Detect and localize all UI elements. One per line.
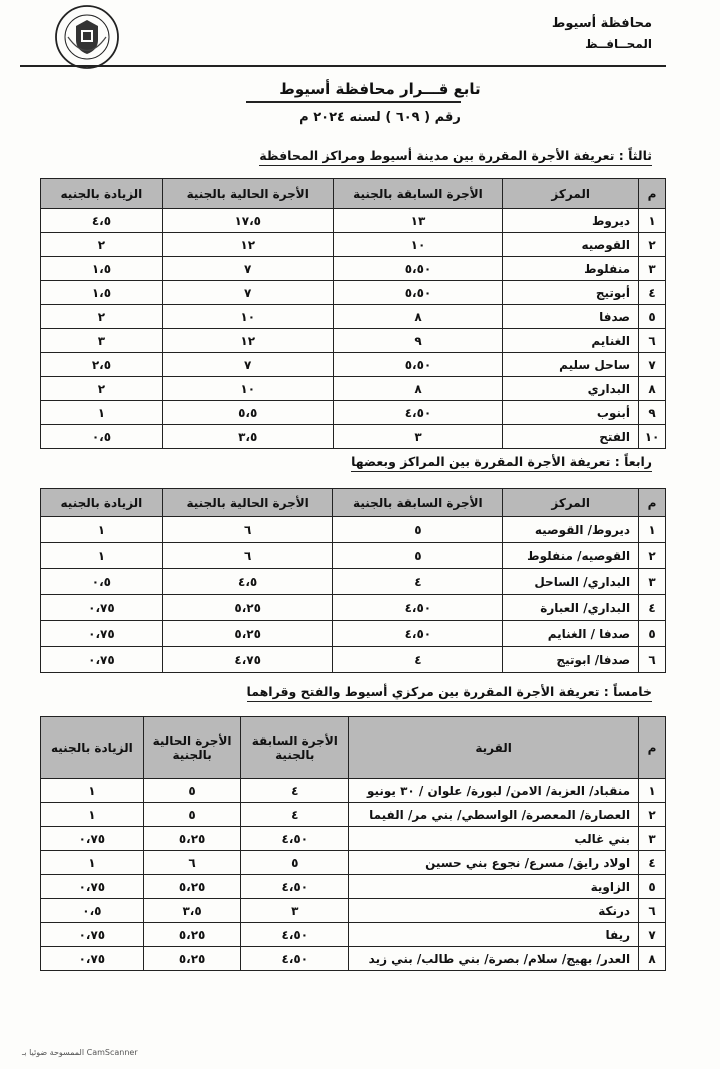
- column-header-row-number: م: [639, 489, 666, 517]
- cell-name: صدفا: [503, 305, 639, 329]
- column-header-current-fare: الأجرة الحالية بالجنية: [162, 489, 333, 517]
- cell-current-fare: ١٠: [162, 377, 333, 401]
- cell-current-fare: ٥،٢٥: [143, 875, 241, 899]
- cell-previous-fare: ٣: [333, 425, 503, 449]
- cell-row-number: ٦: [639, 899, 666, 923]
- cell-increase: ٠،٥: [41, 899, 144, 923]
- governorate-name: محافظة أسيوط: [551, 16, 652, 31]
- cell-previous-fare: ٥،٥٠: [333, 257, 503, 281]
- cell-increase: ٠،٥: [41, 425, 163, 449]
- fares-between-centers-table: [40, 488, 666, 673]
- table-row: [41, 305, 666, 329]
- cell-row-number: ٣: [639, 257, 666, 281]
- table-row: [41, 803, 666, 827]
- table-row: [41, 257, 666, 281]
- cell-name: ديروط/ القوصيه: [503, 517, 639, 543]
- title-underline: [246, 101, 461, 103]
- cell-increase: ٢: [41, 233, 163, 257]
- section-fourth-heading: رابعاً : تعريفة الأجرة المقررة بين المراكز وبعضها: [351, 454, 652, 472]
- office-name: المحــافــظ: [585, 37, 652, 51]
- cell-row-number: ٨: [639, 947, 666, 971]
- cell-name: الغنايم: [503, 329, 639, 353]
- table-row: [41, 209, 666, 233]
- table-row: [41, 595, 666, 621]
- cell-name: أبنوب: [503, 401, 639, 425]
- cell-increase: ٢،٥: [41, 353, 163, 377]
- table-row: [41, 827, 666, 851]
- column-header-row-number: م: [639, 717, 666, 779]
- cell-current-fare: ١٢: [162, 233, 333, 257]
- cell-current-fare: ٥،٢٥: [162, 595, 333, 621]
- cell-row-number: ١٠: [639, 425, 666, 449]
- cell-increase: ١: [41, 803, 144, 827]
- cell-row-number: ٢: [639, 543, 666, 569]
- cell-current-fare: ٤،٧٥: [162, 647, 333, 673]
- cell-previous-fare: ٤: [333, 647, 503, 673]
- cell-current-fare: ٥،٥: [162, 401, 333, 425]
- cell-current-fare: ٥،٢٥: [162, 621, 333, 647]
- cell-name: الفتح: [503, 425, 639, 449]
- cell-previous-fare: ٩: [333, 329, 503, 353]
- cell-previous-fare: ٤،٥٠: [241, 947, 349, 971]
- cell-current-fare: ١٠: [162, 305, 333, 329]
- cell-previous-fare: ٥،٥٠: [333, 353, 503, 377]
- cell-increase: ٠،٧٥: [41, 947, 144, 971]
- cell-increase: ٠،٥: [41, 569, 163, 595]
- table-row: [41, 647, 666, 673]
- table-row: [41, 947, 666, 971]
- cell-row-number: ٨: [639, 377, 666, 401]
- fares-villages-table: [40, 716, 666, 971]
- cell-name: منقباد/ العزبة/ الامن/ لبورة/ علوان / ٣٠ يونيو: [349, 779, 639, 803]
- cell-name: القوصيه: [503, 233, 639, 257]
- cell-row-number: ١: [639, 209, 666, 233]
- scanner-watermark: [22, 1048, 138, 1057]
- cell-increase: ١: [41, 779, 144, 803]
- cell-row-number: ٥: [639, 621, 666, 647]
- cell-current-fare: ٥،٢٥: [143, 827, 241, 851]
- cell-row-number: ٦: [639, 329, 666, 353]
- cell-increase: ١،٥: [41, 281, 163, 305]
- cell-increase: ٣: [41, 329, 163, 353]
- section-fifth-heading: خامساً : تعريفة الأجرة المقررة بين مركزي أسيوط والفتح وقراهما: [247, 684, 652, 702]
- fares-city-to-centers-table: [40, 178, 666, 449]
- cell-current-fare: ٦: [162, 517, 333, 543]
- cell-name: منفلوط: [503, 257, 639, 281]
- cell-name: البداري: [503, 377, 639, 401]
- cell-name: أبوتيج: [503, 281, 639, 305]
- column-header-increase: الزيادة بالجنيه: [41, 179, 163, 209]
- column-header-previous-fare: الأجرة السابقة بالجنية: [241, 717, 349, 779]
- cell-row-number: ١: [639, 517, 666, 543]
- cell-increase: ٠،٧٥: [41, 875, 144, 899]
- table-row: [41, 851, 666, 875]
- cell-row-number: ٤: [639, 851, 666, 875]
- column-header-current-fare: الأجرة الحالية بالجنية: [143, 717, 241, 779]
- cell-increase: ١: [41, 517, 163, 543]
- cell-previous-fare: ٤: [241, 803, 349, 827]
- cell-name: العدر/ بهيج/ سلام/ بصرة/ بني طالب/ بني زيد: [349, 947, 639, 971]
- cell-increase: ١،٥: [41, 257, 163, 281]
- table-row: [41, 923, 666, 947]
- cell-name: ديروط: [503, 209, 639, 233]
- cell-increase: ١: [41, 401, 163, 425]
- cell-previous-fare: ٥،٥٠: [333, 281, 503, 305]
- cell-previous-fare: ٥: [333, 517, 503, 543]
- cell-row-number: ٥: [639, 875, 666, 899]
- cell-current-fare: ٦: [162, 543, 333, 569]
- table-row: [41, 875, 666, 899]
- column-header-name: المركز: [503, 489, 639, 517]
- column-header-name: المركز: [503, 179, 639, 209]
- cell-current-fare: ٤،٥: [162, 569, 333, 595]
- cell-previous-fare: ٤،٥٠: [241, 875, 349, 899]
- cell-current-fare: ٧: [162, 257, 333, 281]
- header-divider: [20, 65, 666, 67]
- cell-previous-fare: ٨: [333, 377, 503, 401]
- cell-previous-fare: ٤،٥٠: [333, 621, 503, 647]
- cell-name: البداري/ الساحل: [503, 569, 639, 595]
- cell-current-fare: ١٢: [162, 329, 333, 353]
- cell-current-fare: ٥: [143, 779, 241, 803]
- cell-current-fare: ١٧،٥: [162, 209, 333, 233]
- cell-row-number: ٣: [639, 827, 666, 851]
- cell-current-fare: ٥: [143, 803, 241, 827]
- letterhead: [552, 14, 652, 54]
- cell-previous-fare: ٤: [333, 569, 503, 595]
- cell-current-fare: ٣،٥: [162, 425, 333, 449]
- cell-current-fare: ٥،٢٥: [143, 947, 241, 971]
- cell-increase: ١: [41, 543, 163, 569]
- cell-row-number: ٣: [639, 569, 666, 595]
- cell-name: الزاوية: [349, 875, 639, 899]
- governorate-seal-icon: [54, 4, 120, 70]
- table-row: [41, 233, 666, 257]
- cell-row-number: ٧: [639, 923, 666, 947]
- table-row: [41, 517, 666, 543]
- cell-previous-fare: ٤: [241, 779, 349, 803]
- cell-name: درنكة: [349, 899, 639, 923]
- scanner-name: CamScanner: [86, 1048, 138, 1057]
- cell-row-number: ٢: [639, 803, 666, 827]
- cell-current-fare: ٥،٢٥: [143, 923, 241, 947]
- table-row: [41, 353, 666, 377]
- cell-previous-fare: ٤،٥٠: [333, 595, 503, 621]
- cell-increase: ٢: [41, 377, 163, 401]
- cell-name: ريفا: [349, 923, 639, 947]
- table-row: [41, 543, 666, 569]
- cell-row-number: ٦: [639, 647, 666, 673]
- cell-previous-fare: ٤،٥٠: [241, 923, 349, 947]
- cell-row-number: ٤: [639, 281, 666, 305]
- cell-increase: ٠،٧٥: [41, 923, 144, 947]
- column-header-previous-fare: الأجرة السابقة بالجنية: [333, 489, 503, 517]
- column-header-current-fare: الأجرة الحالية بالجنية: [162, 179, 333, 209]
- cell-previous-fare: ٤،٥٠: [241, 827, 349, 851]
- table-row: [41, 281, 666, 305]
- cell-row-number: ٧: [639, 353, 666, 377]
- cell-current-fare: ٣،٥: [143, 899, 241, 923]
- table-row: [41, 569, 666, 595]
- cell-increase: ٤،٥: [41, 209, 163, 233]
- table-row: [41, 401, 666, 425]
- cell-increase: ٠،٧٥: [41, 595, 163, 621]
- cell-previous-fare: ٣: [241, 899, 349, 923]
- cell-previous-fare: ٤،٥٠: [333, 401, 503, 425]
- cell-row-number: ٤: [639, 595, 666, 621]
- cell-name: ساحل سليم: [503, 353, 639, 377]
- cell-row-number: ٢: [639, 233, 666, 257]
- cell-previous-fare: ١٣: [333, 209, 503, 233]
- table-row: [41, 899, 666, 923]
- cell-current-fare: ٧: [162, 353, 333, 377]
- cell-current-fare: ٧: [162, 281, 333, 305]
- table-row: [41, 425, 666, 449]
- decree-number: رقم ( ٦٠٩ ) لسنه ٢٠٢٤ م: [299, 110, 461, 125]
- table-row: [41, 329, 666, 353]
- cell-name: البداري/ العبارة: [503, 595, 639, 621]
- cell-row-number: ٥: [639, 305, 666, 329]
- scanner-note: الممسوحة ضوئيا بـ: [22, 1048, 85, 1057]
- cell-increase: ٠،٧٥: [41, 621, 163, 647]
- column-header-row-number: م: [639, 179, 666, 209]
- cell-name: بني غالب: [349, 827, 639, 851]
- cell-row-number: ١: [639, 779, 666, 803]
- cell-current-fare: ٦: [143, 851, 241, 875]
- cell-name: العصارة/ المعصرة/ الواسطي/ بني مر/ الفيما: [349, 803, 639, 827]
- cell-increase: ٢: [41, 305, 163, 329]
- cell-name: صدفا/ ابوتيج: [503, 647, 639, 673]
- cell-increase: ١: [41, 851, 144, 875]
- table-row: [41, 779, 666, 803]
- cell-row-number: ٩: [639, 401, 666, 425]
- column-header-previous-fare: الأجرة السابقة بالجنية: [333, 179, 503, 209]
- document-title: تابع قـــرار محافظة أسيوط: [279, 80, 481, 98]
- cell-previous-fare: ٨: [333, 305, 503, 329]
- cell-previous-fare: ٥: [241, 851, 349, 875]
- cell-name: اولاد رايق/ مسرع/ نجوع بني حسين: [349, 851, 639, 875]
- column-header-name: القرية: [349, 717, 639, 779]
- cell-increase: ٠،٧٥: [41, 827, 144, 851]
- column-header-increase: الزيادة بالجنيه: [41, 717, 144, 779]
- column-header-increase: الزيادة بالجنيه: [41, 489, 163, 517]
- cell-increase: ٠،٧٥: [41, 647, 163, 673]
- cell-previous-fare: ٥: [333, 543, 503, 569]
- cell-previous-fare: ١٠: [333, 233, 503, 257]
- cell-name: صدفا / الغنايم: [503, 621, 639, 647]
- cell-name: القوصيه/ منفلوط: [503, 543, 639, 569]
- table-row: [41, 377, 666, 401]
- table-row: [41, 621, 666, 647]
- section-third-heading: ثالثاً : تعريفة الأجرة المقررة بين مدينة أسيوط ومراكز المحافظة: [259, 148, 652, 166]
